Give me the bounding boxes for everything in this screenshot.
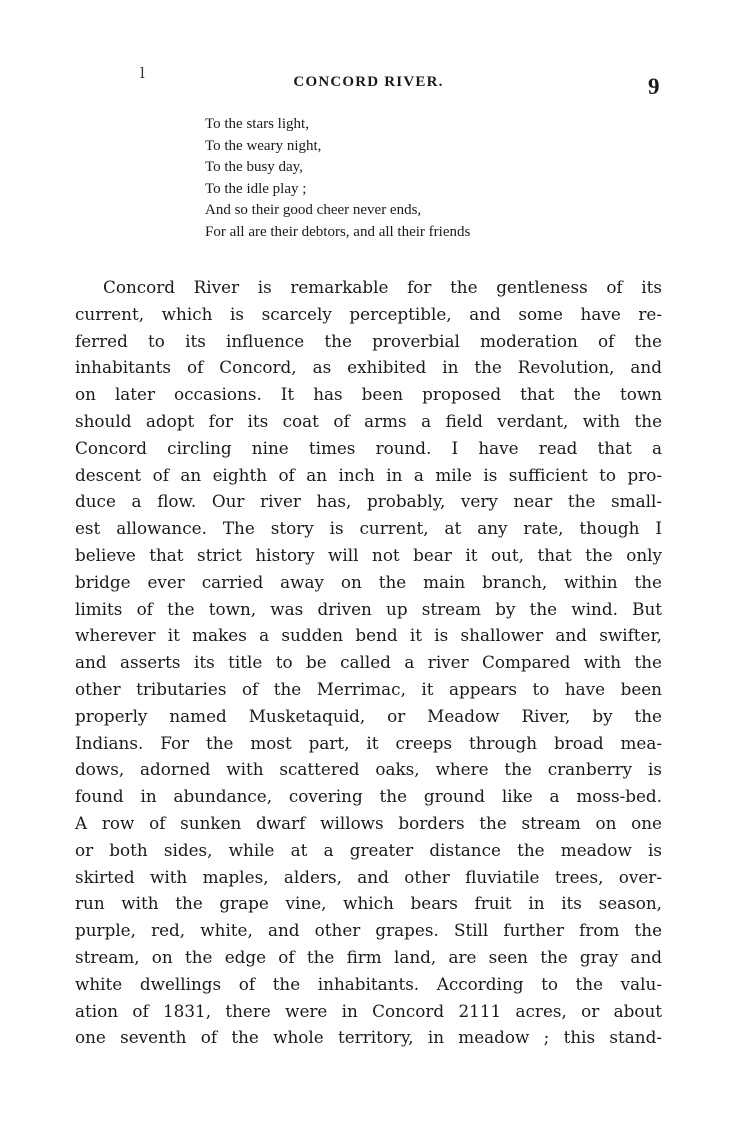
text-line: believe that strict history will not bear it out, that the only (75, 544, 662, 565)
poem-line: To the idle play ; (205, 180, 307, 197)
text-line: descent of an eighth of an inch in a mile is sufficient to pro- (75, 464, 662, 485)
text-line: Concord River is remarkable for the gentleness of its (103, 277, 662, 297)
text-line: Indians. For the most part, it creeps through broad mea- (75, 732, 662, 753)
text-line: current, which is scarcely perceptible, and some have re- (75, 303, 662, 324)
poem-line: To the stars light, (205, 116, 309, 132)
text-line: duce a flow. Our river has, probably, very near the small- (75, 491, 662, 512)
text-line: bridge ever carried away on the main branch, within the (75, 571, 662, 592)
text-line: found in abundance, covering the ground like a moss-bed. (75, 786, 662, 807)
margin-mark: l (140, 64, 145, 82)
text-line: on later occasions. It has been proposed that the town (75, 384, 662, 405)
text-line: stream, on the edge of the firm land, are seen the gray and (75, 946, 662, 967)
poem-line: To the weary night, (205, 137, 322, 154)
text-line: A row of sunken dwarf willows borders the stream on one (75, 812, 662, 833)
text-line: ferred to its influence the proverbial moderation of the (75, 330, 662, 351)
text-line: wherever it makes a sudden bend it is shallower and swifter, (75, 625, 662, 646)
text-line: white dwellings of the inhabitants. According to the valu- (75, 973, 662, 994)
text-line: ation of 1831, there were in Concord 2111 acres, or about (75, 1000, 662, 1021)
poem-line: To the busy day, (205, 159, 303, 175)
text-line: and asserts its title to be called a river Compared with the (75, 652, 662, 673)
page-number: 9 (648, 74, 660, 99)
text-line: dows, adorned with scattered oaks, where the cranberry is (75, 759, 662, 780)
text-line: Concord circling nine times round. I have read that a (75, 437, 662, 458)
text-line: skirted with maples, alders, and other fluviatile trees, over- (75, 866, 662, 887)
body-paragraph (75, 274, 662, 1051)
text-line: purple, red, white, and other grapes. Still further from the (75, 920, 662, 941)
text-line: run with the grape vine, which bears fruit in its season, (75, 893, 662, 914)
poem-stanza (205, 114, 645, 243)
text-line: inhabitants of Concord, as exhibited in the Revolution, and (75, 357, 662, 378)
text-line: limits of the town, was driven up stream by the wind. But (75, 598, 662, 619)
text-line: one seventh of the whole territory, in meadow ; this stand- (75, 1027, 662, 1048)
poem-line: And so their good cheer never ends, (205, 202, 422, 218)
text-line: properly named Musketaquid, or Meadow River, by the (75, 705, 662, 726)
text-line: or both sides, while at a greater distance the meadow is (75, 839, 662, 860)
text-line: other tributaries of the Merrimac, it appears to have been (75, 678, 662, 699)
text-line: should adopt for its coat of arms a field verdant, with the (75, 410, 662, 431)
running-head: CONCORD RIVER. (293, 74, 444, 90)
text-line: est allowance. The story is current, at any rate, though I (75, 518, 662, 539)
poem-line: For all are their debtors, and all their friends (205, 223, 471, 240)
